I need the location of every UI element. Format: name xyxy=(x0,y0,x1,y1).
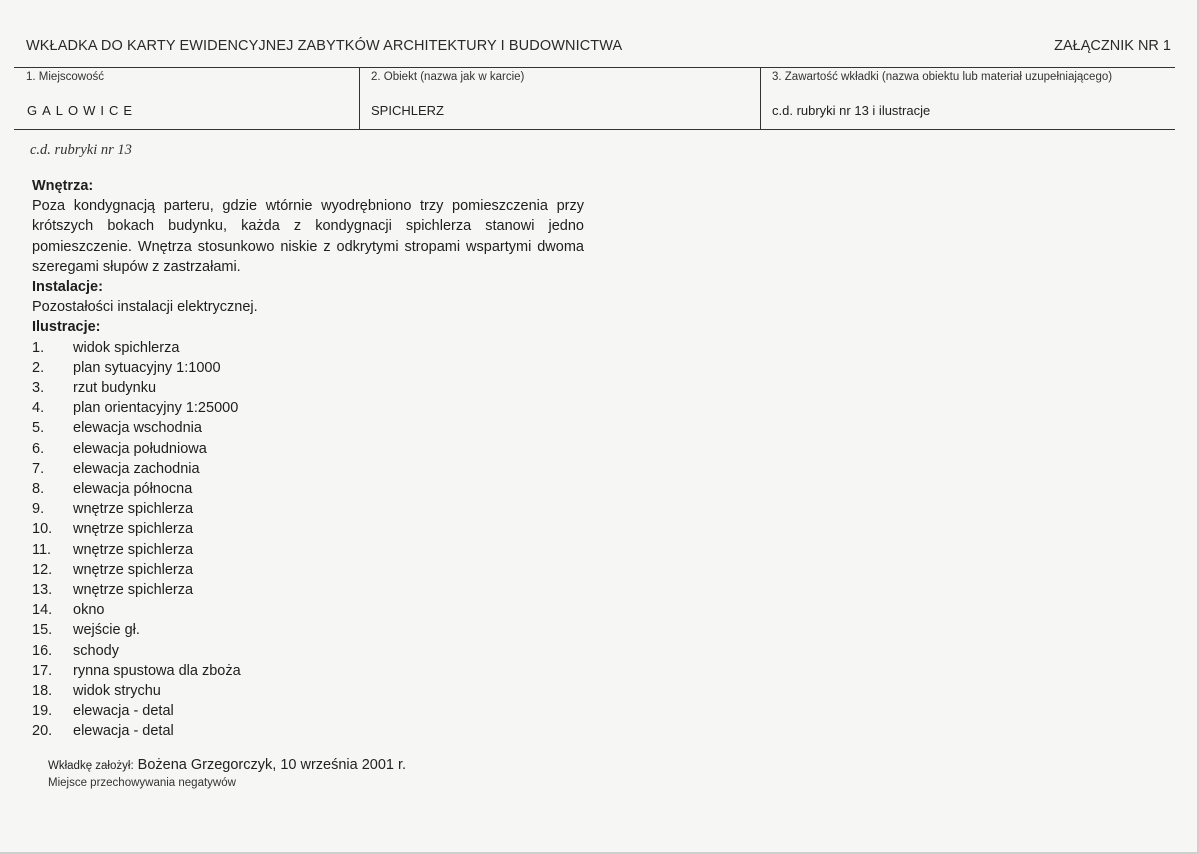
illustration-number: 6. xyxy=(32,440,45,457)
illustration-text: elewacja - detal xyxy=(73,703,174,720)
installations-heading: Instalacje: xyxy=(32,279,103,296)
negatives-location: Miejsce przechowywania negatywów xyxy=(48,777,236,789)
illustration-text: rynna spustowa dla zboża xyxy=(73,662,241,679)
illustration-text: elewacja - detal xyxy=(73,723,174,740)
field-locality-value: GALOWICE xyxy=(27,103,138,118)
illustration-text: widok spichlerza xyxy=(73,339,180,356)
illustration-number: 9. xyxy=(32,501,45,518)
illustration-number: 15. xyxy=(32,622,53,639)
illustrations-heading: Ilustracje: xyxy=(32,319,101,336)
illustration-text: plan orientacyjny 1:25000 xyxy=(73,400,239,417)
illustration-number: 10. xyxy=(32,521,53,538)
illustration-text: widok strychu xyxy=(73,683,161,700)
illustration-item xyxy=(32,681,584,701)
illustration-item xyxy=(32,560,584,580)
illustration-item xyxy=(32,540,584,560)
illustration-item xyxy=(32,721,584,741)
header-fields-table xyxy=(14,67,1175,130)
illustration-item xyxy=(32,580,584,600)
form-title: WKŁADKA DO KARTY EWIDENCYJNEJ ZABYTKÓW ARCHITEKTURY I BUDOWNICTWA xyxy=(26,38,623,54)
illustration-item xyxy=(32,600,584,620)
illustration-text: wejście gł. xyxy=(73,622,140,639)
illustration-text: wnętrze spichlerza xyxy=(73,501,194,518)
illustration-number: 11. xyxy=(32,541,52,558)
continuation-note: c.d. rubryki nr 13 xyxy=(30,142,132,158)
field-contents-label: 3. Zawartość wkładki (nazwa obiektu lub materiał uzupełniającego) xyxy=(772,71,1113,83)
illustration-item xyxy=(32,479,584,499)
illustration-item xyxy=(32,641,584,661)
illustration-number: 12. xyxy=(32,561,53,578)
illustration-item xyxy=(32,418,584,438)
illustrations-list xyxy=(32,338,584,742)
document-body xyxy=(32,176,584,742)
illustration-number: 7. xyxy=(32,460,45,477)
field-object-value: SPICHLERZ xyxy=(371,103,444,118)
illustration-text: okno xyxy=(73,602,105,619)
illustration-text: schody xyxy=(73,642,119,659)
annex-number: ZAŁĄCZNIK NR 1 xyxy=(1054,38,1171,54)
illustration-item xyxy=(32,358,584,378)
interiors-text: Poza kondygnacją parteru, gdzie wtórnie wyodrębniono trzy pomieszczenia przy krótszych bokach budynku, każda z kondygnacji spichlerza stanowi jedno pomieszczenie. Wnętrza stosunkowo niskie z odkrytymi stropami wspartymi dwoma szeregami słupów z zastrzałami. xyxy=(32,198,584,275)
author-value: Bożena Grzegorczyk, 10 września 2001 r. xyxy=(137,757,407,773)
illustration-number: 3. xyxy=(32,380,45,397)
illustration-text: wnętrze spichlerza xyxy=(73,521,194,538)
illustration-text: plan sytuacyjny 1:1000 xyxy=(73,359,221,376)
illustration-number: 16. xyxy=(32,642,53,659)
illustration-number: 20. xyxy=(32,723,53,740)
illustration-item xyxy=(32,701,584,721)
illustration-text: wnętrze spichlerza xyxy=(73,582,194,599)
illustration-item xyxy=(32,499,584,519)
illustration-number: 1. xyxy=(32,339,45,356)
illustration-number: 19. xyxy=(32,703,53,720)
field-locality-label: 1. Miejscowość xyxy=(26,71,104,83)
illustration-item xyxy=(32,661,584,681)
illustration-item xyxy=(32,519,584,539)
illustration-text: elewacja południowa xyxy=(73,440,207,457)
illustration-number: 5. xyxy=(32,420,45,437)
illustration-number: 8. xyxy=(32,481,45,498)
illustration-text: elewacja zachodnia xyxy=(73,460,200,477)
illustration-number: 14. xyxy=(32,602,53,619)
illustration-number: 2. xyxy=(32,359,45,376)
field-contents xyxy=(760,68,1176,129)
illustration-text: rzut budynku xyxy=(73,380,157,397)
author-label: Wkładkę założył: xyxy=(48,760,134,772)
illustration-item xyxy=(32,378,584,398)
field-object-label: 2. Obiekt (nazwa jak w karcie) xyxy=(371,71,525,83)
installations-text: Pozostałości instalacji elektrycznej. xyxy=(32,299,258,316)
illustration-number: 4. xyxy=(32,400,45,417)
illustration-text: elewacja północna xyxy=(73,481,193,498)
interiors-heading: Wnętrza: xyxy=(32,178,94,194)
illustration-item xyxy=(32,338,584,358)
author-line xyxy=(48,757,406,773)
illustration-item xyxy=(32,398,584,418)
field-locality xyxy=(14,68,359,129)
illustration-text: elewacja wschodnia xyxy=(73,420,202,437)
field-object xyxy=(359,68,761,129)
illustration-text: wnętrze spichlerza xyxy=(73,541,194,558)
illustration-item xyxy=(32,620,584,640)
illustration-number: 18. xyxy=(32,683,53,700)
illustration-item xyxy=(32,459,584,479)
illustration-text: wnętrze spichlerza xyxy=(73,561,194,578)
field-contents-value: c.d. rubryki nr 13 i ilustracje xyxy=(772,103,931,118)
illustration-number: 17. xyxy=(32,662,53,679)
illustration-number: 13. xyxy=(32,582,53,599)
illustration-item xyxy=(32,439,584,459)
